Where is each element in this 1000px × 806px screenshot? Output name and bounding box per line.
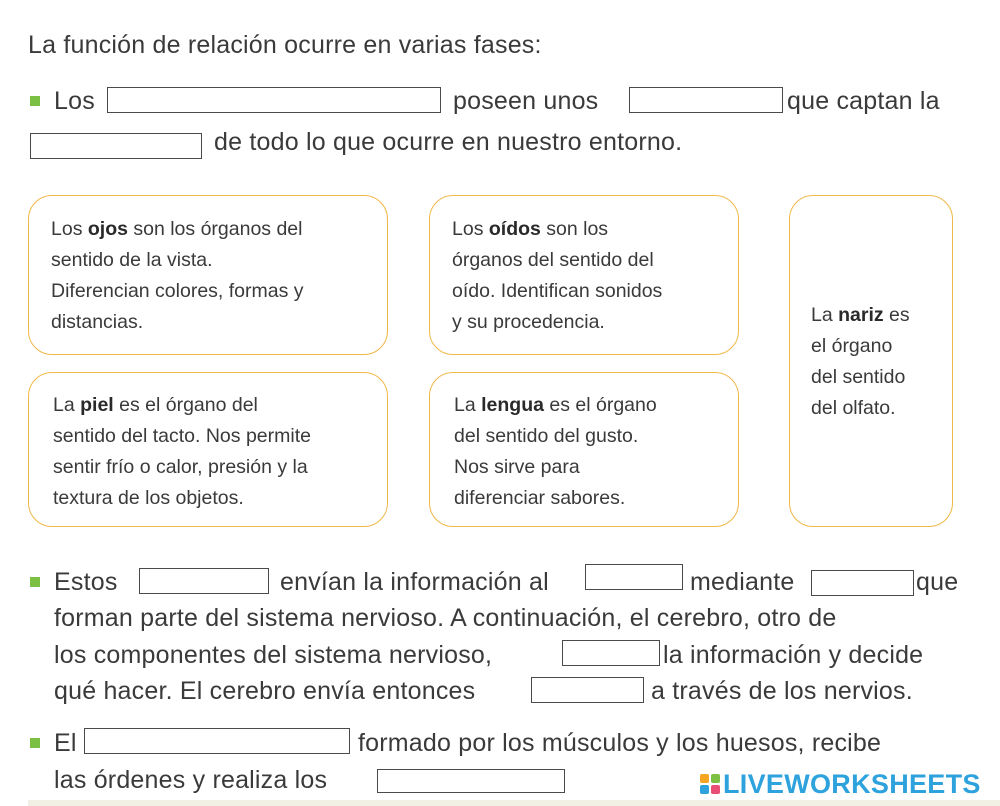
bullet2-line2: forman parte del sistema nervioso. A continuación, el cerebro, otro de — [54, 604, 837, 632]
blank-input-8[interactable] — [531, 677, 644, 703]
blank-input-10[interactable] — [377, 769, 565, 793]
blank-input-4[interactable] — [139, 568, 269, 594]
card-ojos — [28, 195, 388, 355]
bullet1-text-captan: que captan la — [787, 87, 940, 115]
bullet-marker — [30, 738, 40, 748]
card-piel-line1: La piel es el órgano del — [53, 394, 258, 416]
blank-input-2[interactable] — [629, 87, 783, 113]
bullet2-line3b: la información y decide — [663, 641, 924, 669]
card-piel-line3: sentir frío o calor, presión y la — [53, 456, 308, 478]
blank-input-9[interactable] — [84, 728, 350, 754]
card-oidos-line3: oído. Identifican sonidos — [452, 280, 663, 302]
card-nariz-line4: del olfato. — [811, 397, 896, 419]
card-lengua — [429, 372, 739, 527]
card-oidos-bold: oídos — [488, 218, 541, 240]
card-lengua-bold: lengua — [481, 394, 544, 416]
blank-input-1[interactable] — [107, 87, 441, 113]
card-oidos — [429, 195, 739, 355]
card-nariz-line3: del sentido — [811, 366, 906, 388]
card-lengua-line2: del sentido del gusto. — [454, 425, 639, 447]
card-ojos-line3: Diferencian colores, formas y — [51, 280, 304, 302]
liveworksheets-logo — [700, 768, 981, 800]
bullet1-text-poseen: poseen unos — [453, 87, 599, 115]
liveworksheets-logo-icon — [700, 774, 720, 794]
card-oidos-line1: Los oídos son los — [452, 218, 609, 240]
blank-input-5[interactable] — [585, 564, 683, 590]
bullet3-line2: las órdenes y realiza los — [54, 766, 328, 794]
bullet3-text-el: El — [54, 729, 77, 757]
card-ojos-line4: distancias. — [51, 311, 144, 333]
card-nariz-bold: nariz — [838, 304, 884, 326]
bullet2-text-mediante: mediante — [690, 568, 795, 596]
blank-input-3[interactable] — [30, 133, 202, 159]
card-lengua-line3: Nos sirve para — [454, 456, 580, 478]
blank-input-6[interactable] — [811, 570, 914, 596]
bullet2-line3a: los componentes del sistema nervioso, — [54, 641, 493, 669]
bullet2-text-que: que — [916, 568, 959, 596]
card-piel — [28, 372, 388, 527]
card-oidos-line2: órganos del sentido del — [452, 249, 654, 271]
liveworksheets-logo-text: LIVEWORKSHEETS — [723, 768, 981, 799]
card-nariz-line1: La nariz es — [811, 304, 910, 326]
card-lengua-line1: La lengua es el órgano — [454, 394, 657, 416]
card-piel-line2: sentido del tacto. Nos permite — [53, 425, 311, 447]
card-lengua-line4: diferenciar sabores. — [454, 487, 626, 509]
card-ojos-bold: ojos — [87, 218, 128, 240]
bullet-marker — [30, 96, 40, 106]
bullet2-line4a: qué hacer. El cerebro envía entonces — [54, 677, 476, 705]
blank-input-7[interactable] — [562, 640, 660, 666]
card-ojos-line1: Los ojos son los órganos del — [51, 218, 303, 240]
bullet-marker — [30, 577, 40, 587]
bullet3-text-formado: formado por los músculos y los huesos, recibe — [358, 729, 882, 757]
bullet1-text-entorno: de todo lo que ocurre en nuestro entorno. — [214, 128, 683, 156]
card-nariz — [789, 195, 953, 527]
bullet2-text-envian: envían la información al — [280, 568, 549, 596]
card-piel-bold: piel — [80, 394, 114, 416]
card-piel-line4: textura de los objetos. — [53, 487, 244, 509]
card-nariz-line2: el órgano — [811, 335, 893, 357]
intro-heading: La función de relación ocurre en varias fases: — [28, 31, 542, 59]
bullet2-line4b: a través de los nervios. — [651, 677, 913, 705]
footer-bar — [28, 800, 1000, 806]
bullet2-text-estos: Estos — [54, 568, 118, 596]
card-oidos-line4: y su procedencia. — [452, 311, 605, 333]
card-ojos-line2: sentido de la vista. — [51, 249, 213, 271]
bullet1-text-los: Los — [54, 87, 95, 115]
